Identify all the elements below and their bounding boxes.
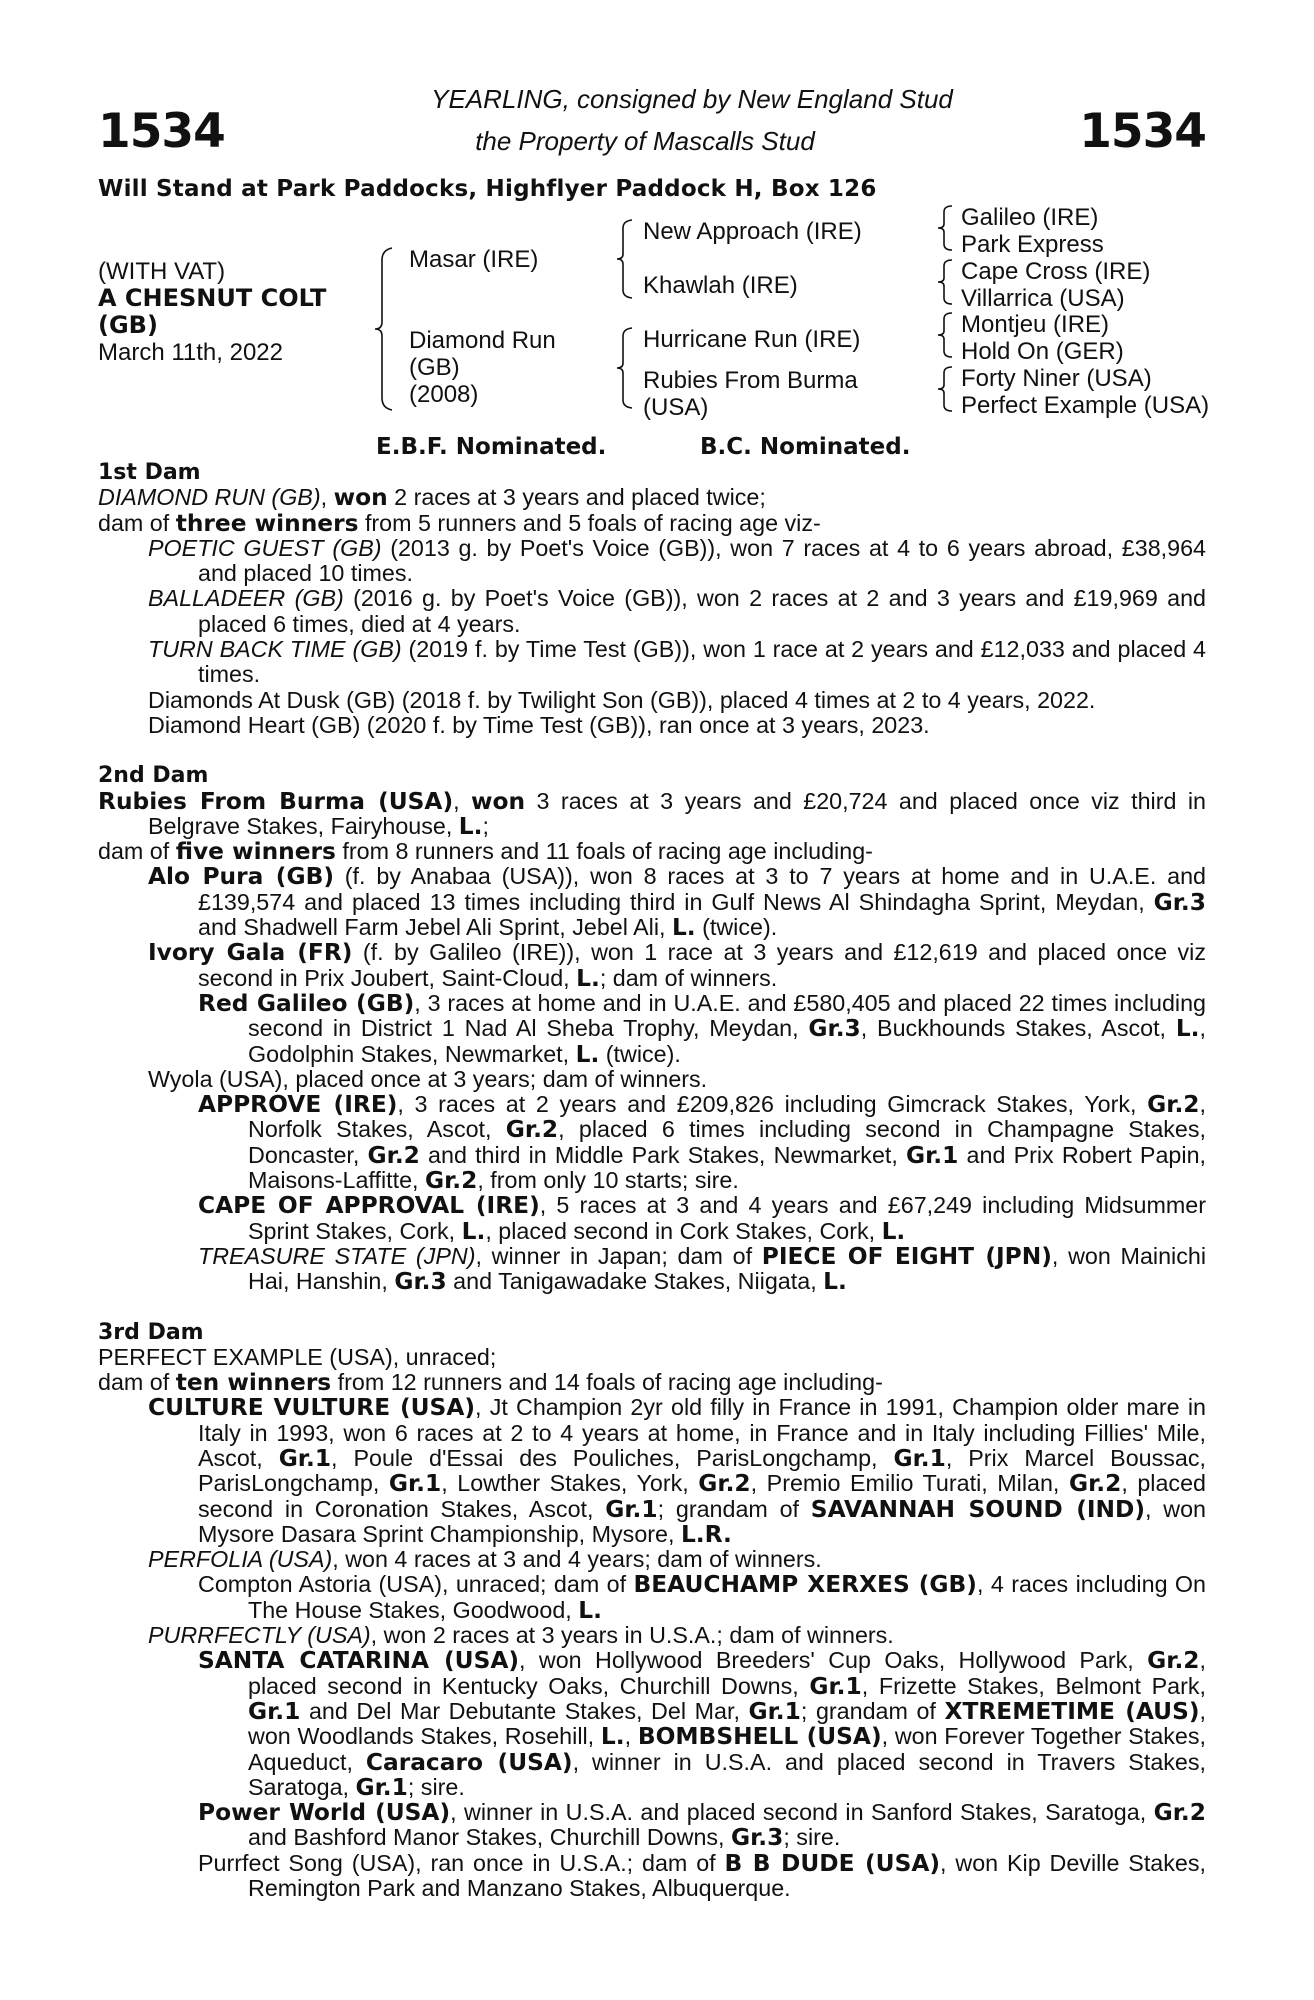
pedigree-g3-7: Forty Niner (USA) [961,365,1152,392]
produce-entry: PURRFECTLY (USA), won 2 races at 3 years in U.S.A.; dam of winners. [148,1622,894,1649]
second-dam-record: Rubies From Burma (USA), won 3 races at 3 years and £20,724 and placed once viz third in Belgrave Stakes, Fairyhouse, L.; [98,787,1206,840]
second-dam-produce-summary: dam of five winners from 8 runners and 11 foals of racing age including- [98,838,873,866]
pedigree-brace-1 [372,246,398,412]
foal-entry: BALLADEER (GB) (2016 g. by Poet's Voice (GB)), won 2 races at 2 and 3 years and £19,969 and placed 6 times, died at 4 years. [148,585,1207,637]
ebf-nomination: E.B.F. Nominated. [376,434,607,460]
bc-nomination: B.C. Nominated. [700,434,911,460]
produce-entry: CAPE OF APPROVAL (IRE), 5 races at 3 and 4 years and £67,249 including Midsummer Sprint Stakes, Cork, L., placed second in Cork Stakes, Cork, L. [198,1192,1206,1245]
pedigree-g3-6: Hold On (GER) [961,338,1124,365]
pedigree-dam-dam-line2: (USA) [643,394,709,421]
pedigree-g3-4: Villarrica (USA) [961,285,1125,312]
produce-entry: CULTURE VULTURE (USA), Jt Champion 2yr old filly in France in 1991, Champion older mare in Italy in 1993, won 6 races at 2 to 4 years at home, in France and in Italy including Fillies' Mile, Ascot, Gr.1, Poule d'Essai des Pouliches, ParisLongchamp, Gr.1, Prix Marcel Boussac, ParisLongchamp, Gr.1, Lowther Stakes, York, Gr.2, Premio Emilio Turati, Milan, Gr.2, placed second in Coronation Stakes, Ascot, Gr.1; grandam of SAVANNAH SOUND (IND), won Mysore Dasara Sprint Championship, Mysore, L.R. [148,1394,1206,1548]
lot-number-left: 1534 [98,104,225,159]
pedigree-dam-line2: (GB) [409,354,460,381]
produce-entry: Alo Pura (GB) (f. by Anabaa (USA)), won 8 races at 3 to 7 years at home and in U.A.E. and £139,574 and placed 13 times including third in Gulf News Al Shindagha Sprint, Meydan, Gr.3 and Shadwell Farm Jebel Ali Sprint, Jebel Ali, L. (twice). [148,863,1206,942]
pedigree-dam-sire: Hurricane Run (IRE) [643,326,861,353]
produce-entry: Red Galileo (GB), 3 races at home and in U.A.E. and £580,405 and placed 22 times including second in District 1 Nad Al Sheba Trophy, Meydan, Gr.3, Buckhounds Stakes, Ascot, L., Godolphin Stakes, Newmarket, L. (twice). [198,989,1207,1068]
pedigree-brace-2b [614,326,636,410]
produce-entry: Purrfect Song (USA), ran once in U.S.A.; dam of B B DUDE (USA), won Kip Deville Stakes, Remington Park and Manzano Stakes, Albuquerque. [198,1849,1206,1902]
pedigree-brace-3b [935,258,957,306]
pedigree-g3-5: Montjeu (IRE) [961,311,1110,338]
pedigree-dam-line3: (2008) [409,381,479,408]
produce-entry: Wyola (USA), placed once at 3 years; dam of winners. [148,1065,708,1092]
produce-entry: APPROVE (IRE), 3 races at 2 years and £209,826 including Gimcrack Stakes, York, Gr.2, Norfolk Stakes, Ascot, Gr.2, placed 6 times including second in Champagne Stakes, Doncaster, Gr.2 and third in Middle Park Stakes, Newmarket, Gr.1 and Prix Robert Papin, Maisons-Laffitte, Gr.2, from only 10 starts; sire. [198,1091,1207,1195]
pedigree-sire: Masar (IRE) [409,246,539,273]
pedigree-brace-3d [935,365,957,413]
pedigree-brace-3a [935,204,957,252]
horse-description: A CHESNUT COLT [98,284,327,312]
pedigree-g3-2: Park Express [961,231,1104,258]
foal-entry: Diamonds At Dusk (GB) (2018 f. by Twilight Son (GB)), placed 4 times at 2 to 4 years, 2022. [148,686,1096,713]
pedigree-dam-dam-line1: Rubies From Burma [643,367,858,394]
pedigree-g3-1: Galileo (IRE) [961,204,1099,231]
catalogue-body [98,460,1206,1901]
produce-entry: PERFOLIA (USA), won 4 races at 3 and 4 years; dam of winners. [148,1546,822,1573]
first-dam-heading: 1st Dam [98,460,201,485]
pedigree-dam-line1: Diamond Run [409,327,556,354]
third-dam-produce-summary: dam of ten winners from 12 runners and 14 foals of racing age including- [98,1369,883,1397]
foaling-date: March 11th, 2022 [98,339,284,366]
produce-entry: Power World (USA), winner in U.S.A. and placed second in Sanford Stakes, Saratoga, Gr.2 and Bashford Manor Stakes, Churchill Downs, Gr.3; sire. [198,1799,1206,1852]
produce-entry: SANTA CATARINA (USA), won Hollywood Breeders' Cup Oaks, Hollywood Park, Gr.2, placed second in Kentucky Oaks, Churchill Downs, Gr.1, Frizette Stakes, Belmont Park, Gr.1 and Del Mar Debutante Stakes, Del Mar, Gr.1; grandam of XTREMETIME (AUS), won Woodlands Stakes, Rosehill, L., BOMBSHELL (USA), won Forever Together Stakes, Aqueduct, Caracaro (USA), winner in U.S.A. and placed second in Travers Stakes, Saratoga, Gr.1; sire. [198,1647,1207,1801]
foal-entry: Diamond Heart (GB) (2020 f. by Time Test (GB)), ran once at 3 years, 2023. [148,711,930,738]
foal-entry: POETIC GUEST (GB) (2013 g. by Poet's Voice (GB)), won 7 races at 4 to 6 years abroad, £38,964 and placed 10 times. [148,534,1206,587]
pedigree-brace-2a [614,218,636,300]
produce-entry: Compton Astoria (USA), unraced; dam of BEAUCHAMP XERXES (GB), 4 races including On The House Stakes, Goodwood, L. [198,1571,1207,1624]
consignor-line: YEARLING, consigned by New England Stud [431,84,953,114]
third-dam-heading: 3rd Dam [98,1319,204,1345]
second-dam-heading: 2nd Dam [98,763,209,789]
lot-number-right: 1534 [1079,104,1206,159]
horse-origin: (GB) [98,311,158,339]
third-dam-record: PERFECT EXAMPLE (USA), unraced; [98,1343,497,1370]
pedigree-g3-8: Perfect Example (USA) [961,392,1210,419]
pedigree-sire-dam: Khawlah (IRE) [643,272,798,299]
foal-entry: TURN BACK TIME (GB) (2019 f. by Time Test (GB)), won 1 race at 2 years and £12,033 and placed 4 times. [148,636,1206,688]
pedigree-sire-sire: New Approach (IRE) [643,218,862,245]
vat-note: (WITH VAT) [98,258,226,285]
pedigree-g3-3: Cape Cross (IRE) [961,258,1151,285]
stabling-line: Will Stand at Park Paddocks, Highflyer Paddock H, Box 126 [98,176,877,202]
first-dam-produce-summary: dam of three winners from 5 runners and 5 foals of racing age viz- [98,509,821,537]
property-line: the Property of Mascalls Stud [475,126,815,156]
pedigree-brace-3c [935,311,957,359]
produce-entry: Ivory Gala (FR) (f. by Galileo (IRE)), won 1 race at 3 years and £12,619 and placed once viz second in Prix Joubert, Saint-Cloud, L.; dam of winners. [148,939,1206,992]
produce-entry: TREASURE STATE (JPN), winner in Japan; dam of PIECE OF EIGHT (JPN), won Mainichi Hai, Hanshin, Gr.3 and Tanigawadake Stakes, Niigata, L. [198,1242,1207,1296]
first-dam-record: DIAMOND RUN (GB), won 2 races at 3 years and placed twice; [98,484,766,512]
